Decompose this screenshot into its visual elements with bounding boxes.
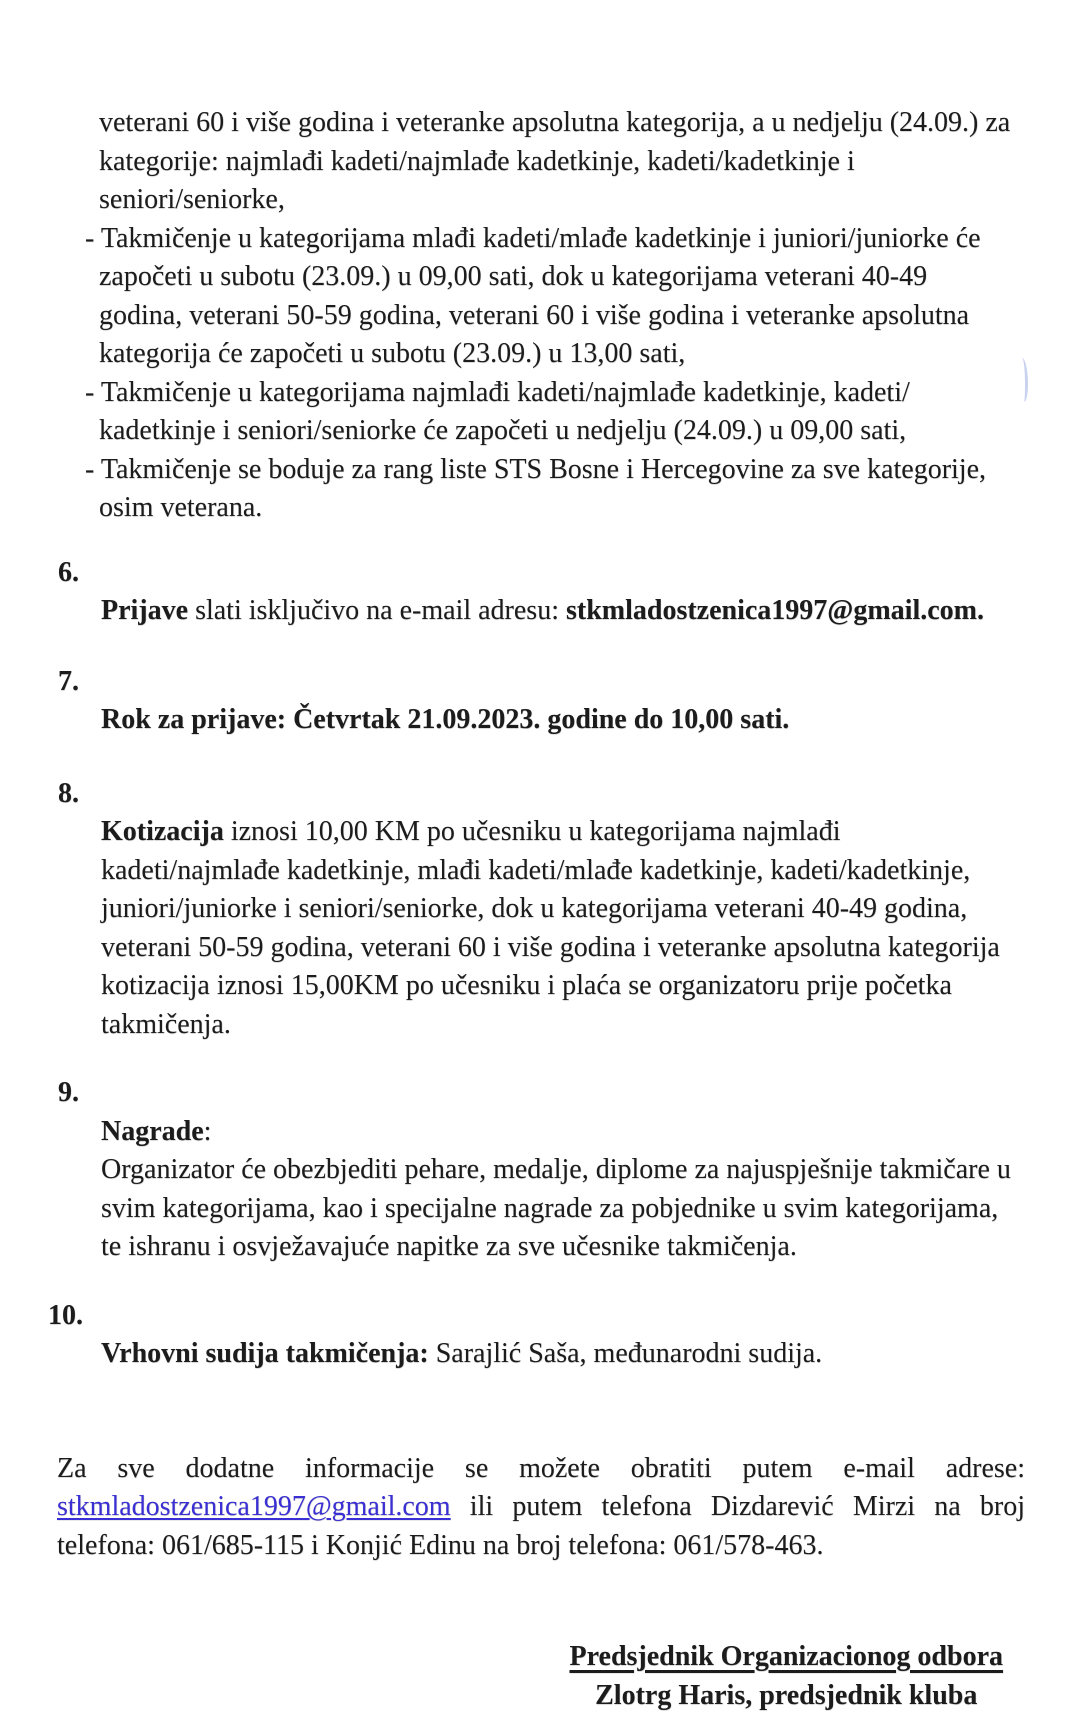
contact-text-before-link: Za sve dodatne informacije se možete obratiti putem e-mail adrese: (57, 1453, 1025, 1484)
contact-info-paragraph (57, 1450, 1025, 1566)
contact-text-after-link: ili putem telefona Dizdarević Mirzi na broj telefona: 061/685-115 i Konjić Edinu na broj telefona: 061/578-463. (57, 1491, 1025, 1561)
numbered-item-kotizacija (57, 775, 1025, 1045)
numbered-item-vrhovni-sudija (57, 1297, 1025, 1374)
numbered-item-prijave (57, 554, 1025, 631)
item-number: 6. (58, 554, 79, 593)
item-number: 9. (58, 1074, 79, 1113)
item-lead-bold: Prijave (101, 595, 188, 626)
item-lead-bold: Vrhovni sudija takmičenja: (101, 1338, 429, 1369)
list-continuation-paragraph: veterani 60 i više godina i veteranke apsolutna kategorija, a u nedjelju (24.09.) za kategorije: najmlađi kadeti/najmlađe kadetkinje, kadeti/kadetkinje i seniori/seniorke, (57, 104, 1025, 220)
scan-artifact-mark (1018, 358, 1028, 402)
item-body-text: Sarajlić Saša, međunarodni sudija. (429, 1338, 822, 1369)
item-lead-bold: Kotizacija (101, 816, 224, 847)
signature-block (569, 1638, 1003, 1715)
item-body-text: slati isključivo na e-mail adresu: (188, 595, 566, 626)
signature-name: Zlotrg Haris, predsjednik kluba (569, 1677, 1003, 1715)
numbered-item-nagrade (57, 1074, 1025, 1267)
email-link[interactable]: stkmladostzenica1997@gmail.com (57, 1491, 451, 1522)
item-number: 8. (58, 775, 79, 814)
bullet-item-ranking: - Takmičenje se boduje za rang liste STS Bosne i Hercegovine za sve kategorije, osim veterana. (57, 451, 1025, 528)
item-number: 7. (58, 663, 79, 702)
item-body-text: iznosi 10,00 KM po učesniku u kategorijama najmlađi kadeti/najmlađe kadetkinje, mlađi kadeti/mlađe kadetkinje, kadeti/kadetkinje, juniori/juniorke i seniori/seniorke, dok u kategorijama veterani 40-49 godina, veterani 50-59 godina, veterani 60 i više godina i veteranke apsolutna kategorija kotizacija iznosi 15,00KM po učesniku i plaća se organizatoru prije početka takmičenja. (101, 816, 1000, 1040)
item-body-text: : Organizator će obezbjediti pehare, medalje, diplome za najuspješnije takmičare u svim kategorijama, kao i specijalne nagrade za pobjednike u svim kategorijama, te ishranu i osvježavajuće napitke za sve učesnike takmičenja. (101, 1116, 1011, 1263)
numbered-item-rok-za-prijave (57, 663, 1025, 740)
email-address-bold: stkmladostzenica1997@gmail.com. (566, 595, 984, 626)
signature-title: Predsjednik Organizacionog odbora (569, 1638, 1003, 1677)
item-lead-bold: Rok za prijave: Četvrtak 21.09.2023. godine do 10,00 sati. (101, 704, 789, 735)
bullet-item-schedule-saturday: - Takmičenje u kategorijama mlađi kadeti/mlađe kadetkinje i juniori/juniorke će započeti u subotu (23.09.) u 09,00 sati, dok u kategorijama veterani 40-49 godina, veterani 50-59 godina, veterani 60 i više godina i veteranke apsolutna kategorija će započeti u subotu (23.09.) u 13,00 sati, (57, 220, 1025, 374)
item-number: 10. (48, 1297, 83, 1336)
item-lead-bold: Nagrade (101, 1116, 204, 1147)
bullet-item-schedule-sunday: - Takmičenje u kategorijama najmlađi kadeti/najmlađe kadetkinje, kadeti/ kadetkinje i seniori/seniorke će započeti u nedjelju (24.09.) u 09,00 sati, (57, 374, 1025, 451)
